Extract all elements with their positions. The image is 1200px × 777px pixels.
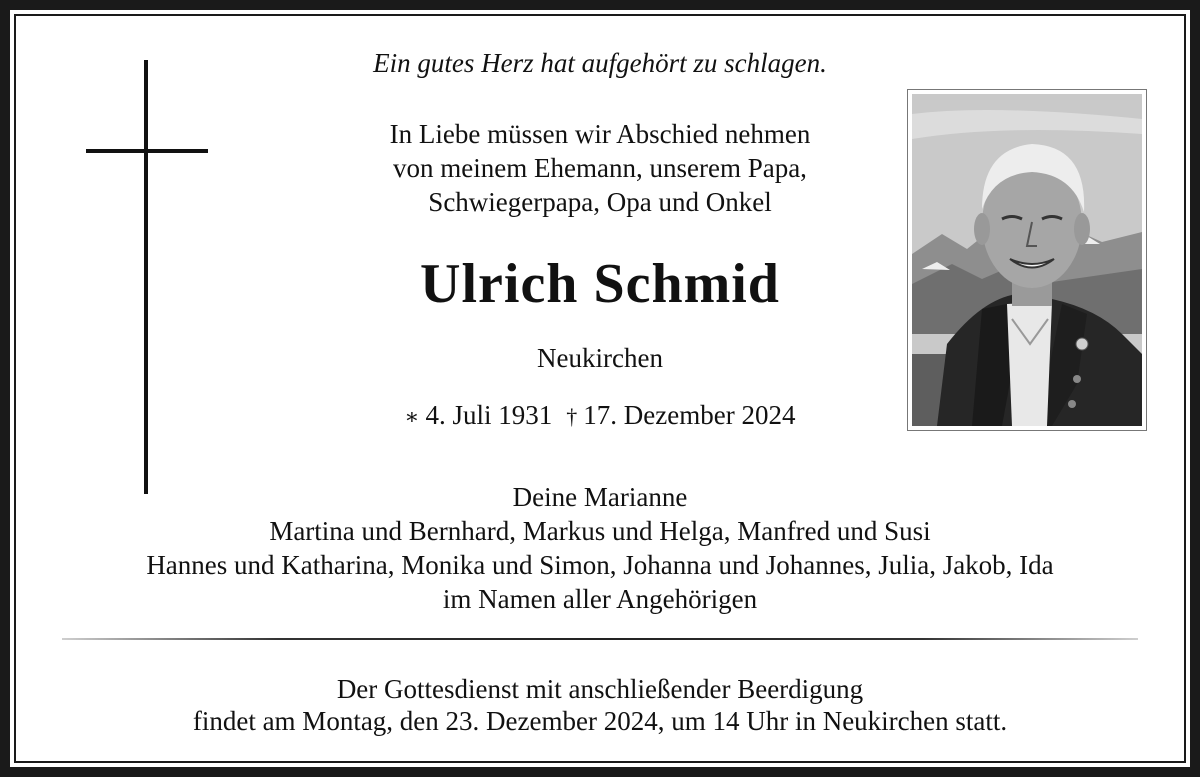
deceased-name: Ulrich Schmid: [420, 253, 780, 315]
intro-line: von meinem Ehemann, unserem Papa,: [393, 153, 807, 183]
mourners-line: Martina und Bernhard, Markus und Helga, Manfred und Susi: [269, 516, 931, 546]
mourners-line: Hannes und Katharina, Monika und Simon, Johanna und Johannes, Julia, Jakob, Ida: [146, 550, 1054, 580]
hometown: Neukirchen: [537, 343, 663, 373]
mourners-line: im Namen aller Angehörigen: [442, 584, 758, 614]
portrait-illustration: [912, 94, 1142, 426]
death-dagger-icon: †: [566, 404, 578, 429]
portrait-photo: [912, 94, 1142, 426]
birth-star-icon: ∗: [404, 404, 420, 429]
intro-line: In Liebe müssen wir Abschied nehmen: [389, 119, 811, 149]
service-info: [0, 673, 1200, 737]
birth-date: 4. Juli 1931: [425, 400, 553, 430]
service-line: findet am Montag, den 23. Dezember 2024, um 14 Uhr in Neukirchen statt.: [192, 706, 1008, 736]
portrait-frame: [907, 89, 1147, 431]
motto: Ein gutes Herz hat aufgehört zu schlagen.: [373, 48, 827, 78]
divider-line: [62, 638, 1138, 640]
mourners: [0, 480, 1200, 616]
death-date: 17. Dezember 2024: [583, 400, 796, 430]
service-line: Der Gottesdienst mit anschließender Beerdigung: [336, 674, 864, 704]
intro-line: Schwiegerpapa, Opa und Onkel: [428, 187, 772, 217]
mourners-line: Deine Marianne: [512, 482, 688, 512]
